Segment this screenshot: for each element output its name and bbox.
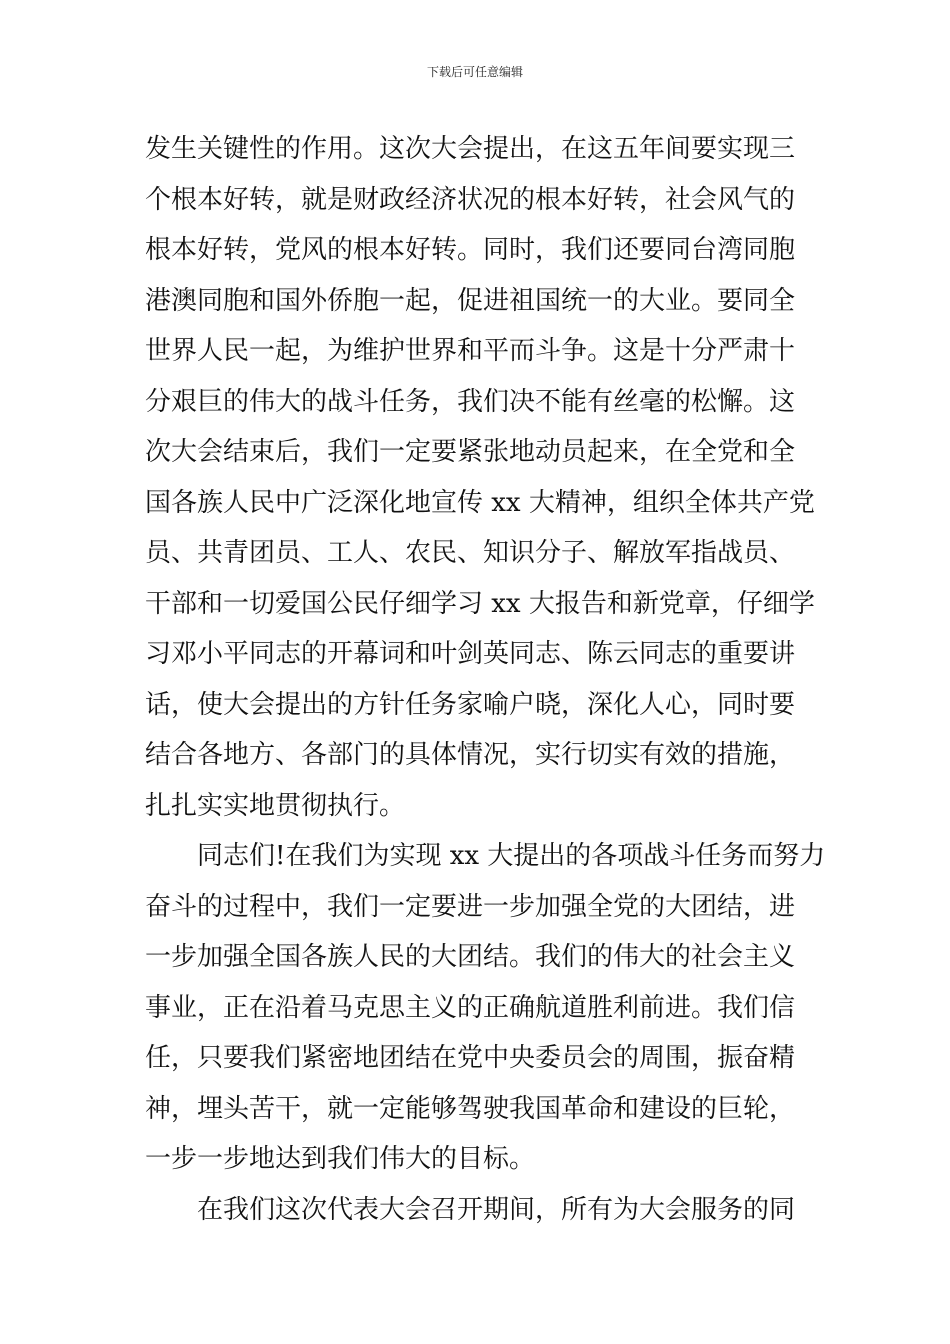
text-line: 次大会结束后，我们一定要紧张地动员起来，在全党和全	[145, 437, 796, 467]
text-line: 发生关键性的作用。这次大会提出，在这五年间要实现三	[145, 134, 796, 164]
text-line: 根本好转，党风的根本好转。同时，我们还要同台湾同胞	[145, 235, 796, 265]
text-line: 奋斗的过程中，我们一定要进一步加强全党的大团结，进	[145, 891, 796, 922]
text-line: 分艰巨的伟大的战斗任务，我们决不能有丝毫的松懈。这	[145, 386, 796, 417]
text-line: 一步一步地达到我们伟大的目标。	[145, 1144, 536, 1174]
text-line: 个根本好转，就是财政经济状况的根本好转，社会风气的	[145, 184, 796, 215]
text-line: 扎扎实实地贯彻执行。	[145, 790, 406, 821]
text-line: 港澳同胞和国外侨胞一起，促进祖国统一的大业。要同全	[145, 285, 796, 316]
text-line: 世界人民一起，为维护世界和平而斗争。这是十分严肃十	[145, 336, 796, 366]
page-header: 下载后可任意编辑	[426, 65, 523, 79]
text-line: 任，只要我们紧密地团结在党中央委员会的周围，振奋精	[145, 1043, 796, 1073]
text-line: 习邓小平同志的开幕词和叶剑英同志、陈云同志的重要讲	[145, 639, 796, 669]
text-line: 结合各地方、各部门的具体情况，实行切实有效的措施，	[145, 740, 796, 770]
paragraph-start-line: 同志们!在我们为实现 xx 大提出的各项战斗任务而努力	[197, 841, 826, 871]
text-line: 国各族人民中广泛深化地宣传 xx 大精神，组织全体共产党	[145, 487, 815, 518]
text-line: 话，使大会提出的方针任务家喻户晓，深化人心，同时要	[145, 689, 796, 720]
text-line: 员、共青团员、工人、农民、知识分子、解放军指战员、	[145, 538, 796, 568]
text-line: 神，埋头苦干，就一定能够驾驶我国革命和建设的巨轮，	[145, 1093, 796, 1124]
paragraph-start-line: 在我们这次代表大会召开期间，所有为大会服务的同	[197, 1194, 796, 1225]
text-line: 一步加强全国各族人民的大团结。我们的伟大的社会主义	[145, 942, 796, 972]
document-body	[145, 124, 826, 1235]
text-line: 事业，正在沿着马克思主义的正确航道胜利前进。我们信	[145, 992, 796, 1023]
text-line: 干部和一切爱国公民仔细学习 xx 大报告和新党章，仔细学	[145, 588, 815, 619]
